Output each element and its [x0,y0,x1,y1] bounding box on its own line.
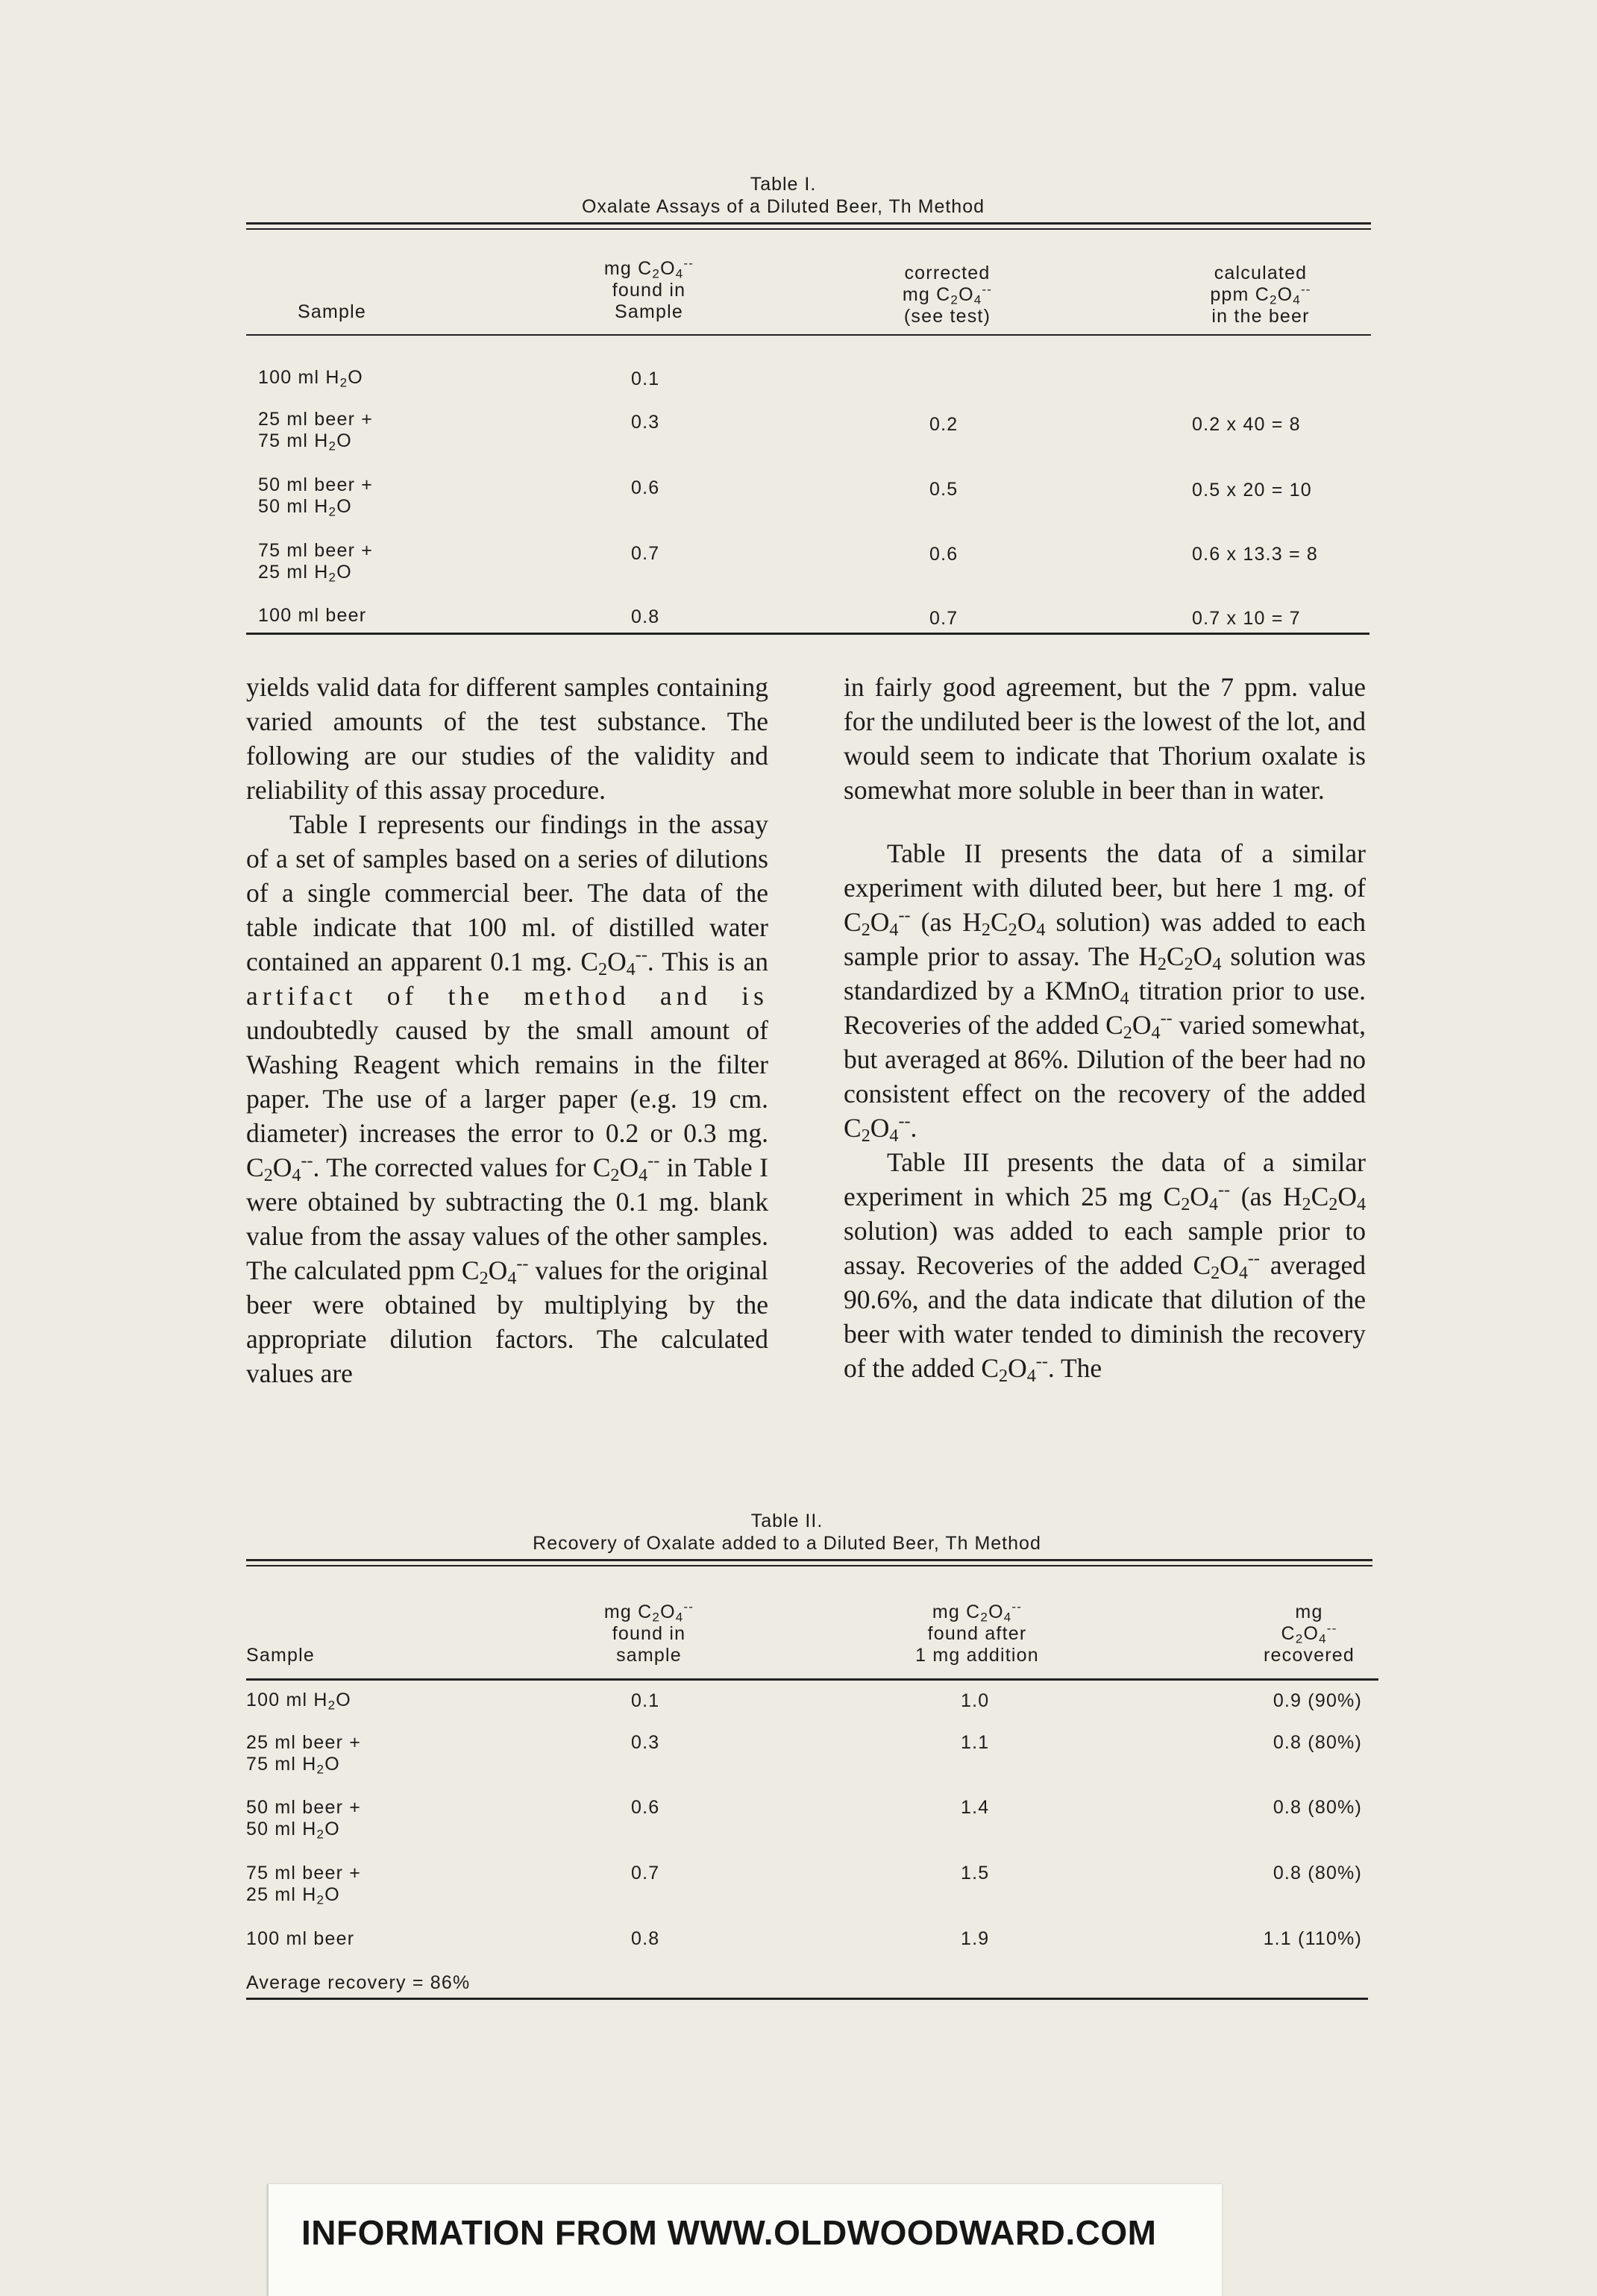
table1-header-rule [246,334,1371,336]
table2-top-rule-2 [246,1565,1372,1566]
table1-header-calculated-line2: ppm $C_2O_4^{--}$ [1210,282,1311,307]
table2-bottom-rule [246,1998,1368,2000]
table1-row3-sample-line1: 50 ml beer + [258,474,374,495]
table2-footnote: Average recovery = 86% [246,1972,471,1993]
table1-caption [522,173,1044,218]
table1-header-sample: Sample [298,301,366,322]
left-column [246,670,768,1390]
table1-row2-found: 0.3 [631,412,660,433]
table1-header-found-line3: Sample [615,301,683,322]
table2-row1-found: 0.1 [631,1690,660,1711]
table1-row3-found: 0.6 [631,477,660,498]
right-paragraph-2: Table II presents the data of a similar experiment with diluted beer, but here 1 mg. of $C_2O_4^{--}$ (as $H_2C_2O_4$ solution) was added to each sample prior to assay. The $H_2C_2O_4$ solution was standardized by a KMnO$_4$ titration prior to use. Recoveries of the added $C_2O_4^{--}$ varied somewhat, but averaged at 86%. Dilution of the beer had no consistent effect on the recovery of the added $C_2O_4^{--}$. [844,838,1367,1147]
table1-row3-sample [258,474,373,518]
table2-row4-sample-line1: 75 ml beer + [246,1863,362,1883]
table2-header-found-line2: found in [612,1623,686,1644]
table1-top-rule-1 [246,222,1371,225]
right-column [844,670,1366,1385]
table2-header-found [552,1599,746,1666]
table1-row4-calculated: 0.6 x 13.3 = 8 [1192,544,1318,565]
table1-row2-sample [258,409,373,452]
table2-row2-sample [246,1732,361,1775]
table2-row4-found: 0.7 [631,1863,660,1883]
table2-row3-sample [246,1797,361,1840]
left-paragraph-1: yields valid data for different samples containing varied amounts of the test substance. The following are our studies of the validity and reliability of this assay procedure. [246,672,768,805]
table2-row4-sample-line2: 25 ml $H_2O$ [246,1884,340,1907]
table2-row3-sample-line1: 50 ml beer + [246,1797,362,1818]
table2-header-after-line2: found after [927,1623,1027,1644]
table1-header-corrected-line3: (see test) [903,306,991,327]
table2-row1-recovered: 0.9 (90%) [1273,1690,1362,1711]
table1-row5-found: 0.8 [631,606,660,627]
table1-row1-found: 0.1 [631,368,660,389]
table1-row5-sample: 100 ml beer [258,605,367,626]
table2-row3-recovered: 0.8 (80%) [1273,1797,1362,1818]
table2-row2-found: 0.3 [631,1732,660,1753]
table1-row4-corrected: 0.6 [929,544,958,565]
table2-header-recovered-line1: mg [1295,1602,1323,1622]
right-paragraph-3: Table III presents the data of a similar experiment in which 25 mg $C_2O_4^{--}$ (as $H_2C_2O_4$ solution) was added to each sample prior to assay. Recoveries of the added $C_2O_4^{--}$ averaged 90.6%, and the data indicate that dilution of the beer with water tended to diminish the recovery of the added $C_2O_4^{--}$. The [844,1147,1367,1387]
table1-row4-sample-line1: 75 ml beer + [258,540,374,561]
table2-top-rule-1 [246,1559,1372,1561]
table1-top-rule-2 [246,228,1371,230]
table1-row5-calculated: 0.7 x 10 = 7 [1192,608,1301,629]
table2-row2-after: 1.1 [961,1732,990,1753]
table1-row3-corrected: 0.5 [929,479,958,500]
table1-title: Table I. [750,174,817,195]
table2-title: Table II. [750,1511,823,1531]
source-watermark-banner [267,2184,1222,2296]
table2-header-after-line1: mg $C_2O_4^{--}$ [932,1599,1023,1625]
table2-row4-recovered: 0.8 (80%) [1273,1863,1362,1883]
table1-header-corrected-line1: corrected [904,263,991,283]
table1-row1-sample: 100 ml $H_2O$ [258,367,363,390]
table2-row5-found: 0.8 [631,1928,660,1949]
table2-row3-found: 0.6 [631,1797,660,1818]
table2-header-found-line3: sample [616,1645,682,1666]
table1-row2-sample-line2: 75 ml $H_2O$ [258,430,352,454]
table2-row2-recovered: 0.8 (80%) [1273,1732,1362,1753]
table2-row5-sample: 100 ml beer [246,1928,355,1949]
table2-row1-after: 1.0 [961,1690,990,1711]
table1-header-found-line1: mg $C_2O_4^{--}$ [603,256,694,281]
table2-header-after [880,1599,1074,1666]
right-paragraph-1: in fairly good agreement, but the 7 ppm. value for the undiluted beer is the lowest of the lot, and would seem to indicate that Thorium oxalate is somewhat more soluble in beer than in water. [844,672,1366,805]
table2-row3-sample-line2: 50 ml $H_2O$ [246,1819,340,1842]
table2-row4-after: 1.5 [961,1863,990,1883]
table1-header-found-line2: found in [612,280,686,301]
table1-header-calculated-line3: in the beer [1211,306,1310,327]
table2-header-recovered-line2: $C_2O_4^{--}$ [1281,1621,1337,1646]
table2-subtitle: Recovery of Oxalate added to a Diluted Beer, Th Method [533,1533,1041,1554]
table2-caption [462,1510,1111,1555]
table2-header-after-line3: 1 mg addition [915,1645,1039,1666]
table2-row4-sample [246,1863,361,1906]
table1-row2-corrected: 0.2 [929,414,958,435]
table2-header-rule [246,1678,1378,1681]
table1-row4-sample [258,540,373,583]
table1-header-calculated-line1: calculated [1214,263,1308,283]
table1-row2-calculated: 0.2 x 40 = 8 [1192,414,1301,435]
table1-bottom-rule [246,633,1369,635]
table2-header-found-line1: mg $C_2O_4^{--}$ [603,1599,694,1625]
table1-row2-sample-line1: 25 ml beer + [258,409,374,430]
table2-row2-sample-line1: 25 ml beer + [246,1732,362,1753]
table2-header-recovered [1223,1602,1395,1666]
table2-header-recovered-line3: recovered [1264,1645,1355,1666]
source-watermark-text: INFORMATION FROM WWW.OLDWOODWARD.COM [301,2213,1157,2252]
table2-row5-after: 1.9 [961,1928,990,1949]
table1-row5-corrected: 0.7 [929,608,958,629]
table1-row4-sample-line2: 25 ml $H_2O$ [258,562,352,585]
table1-header-corrected [858,263,1037,327]
table1-row4-found: 0.7 [631,543,660,564]
table1-header-calculated [1164,263,1358,327]
table1-row3-calculated: 0.5 x 20 = 10 [1192,480,1312,501]
table2-row2-sample-line2: 75 ml $H_2O$ [246,1754,340,1777]
table1-subtitle: Oxalate Assays of a Diluted Beer, Th Method [581,196,985,217]
left-paragraph-2: Table I represents our findings in the assay of a set of samples based on a series of dilutions of a single commercial beer. The data of the table indicate that 100 ml. of distilled water contained an apparent 0.1 mg. $C_2O_4^{--}$. This is an artifact of the method and is undoubtedly caused by the small amount of Washing Reagent which remains in the filter paper. The use of a larger paper (e.g. 19 cm. diameter) increases the error to 0.2 or 0.3 mg. $C_2O_4^{--}$. The corrected values for $C_2O_4^{--}$ in Table I were obtained by subtracting the 0.1 mg. blank value from the assay values of the other samples. The calculated ppm $C_2O_4^{--}$ values for the original beer were obtained by multiplying by the appropriate dilution factors. The calculated values are [246,809,768,1388]
table1-row3-sample-line2: 50 ml $H_2O$ [258,496,352,519]
table2-row1-sample: 100 ml $H_2O$ [246,1690,351,1713]
table2-header-sample: Sample [246,1645,315,1666]
table1-header-corrected-line2: mg $C_2O_4^{--}$ [902,282,993,307]
table2-row3-after: 1.4 [961,1797,990,1818]
table2-row5-recovered: 1.1 (110%) [1263,1928,1362,1949]
table1-header-found [552,258,746,323]
